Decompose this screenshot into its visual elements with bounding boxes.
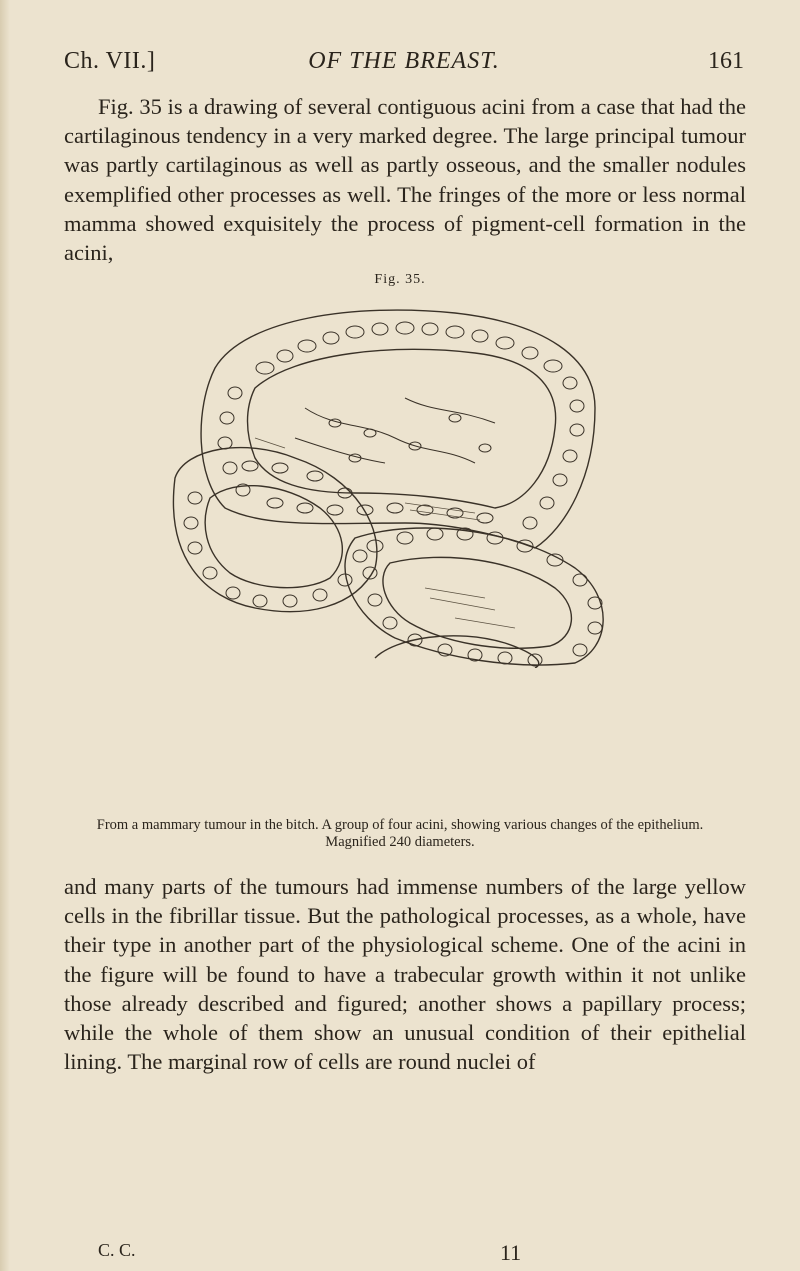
signature-folio: 11 [500, 1240, 522, 1265]
page-number: 161 [708, 48, 744, 74]
running-title: OF THE BREAST. [308, 48, 500, 74]
figure-caption: From a mammary tumour in the bitch. A group of four acini, showing various changes of the epithelium. Magnified 240 diameters. [96, 817, 704, 850]
acini-illustration [155, 298, 625, 668]
body-paragraph-1: Fig. 35 is a drawing of several contiguous acini from a case that had the cartilaginous tendency in a very marked degree. The large principal tumour was partly cartilaginous as well as partly osseous, and the smaller nodules exemplified other processes as well. The fringes of the more or less normal mamma showed exquisitely the process of pigment-cell formation in the acini, [64, 94, 746, 266]
body-paragraph-2: and many parts of the tumours had immense numbers of the large yellow cells in the fibrillar tissue. But the pathological processes, as a whole, have their type in another part of the physiological scheme. One of the acini in the figure will be found to have a trabecular growth within it not unlike those already described and figured; another shows a papillary process; while the whole of them show an unusual condition of their epithelial lining. The marginal row of cells are round nuclei of [64, 874, 746, 1075]
running-head [64, 40, 744, 80]
acini-drawing [155, 298, 625, 668]
printer-signature: C. C. [98, 1240, 136, 1260]
figure-label: Fig. 35. [374, 272, 426, 287]
acinus-lumen [205, 486, 342, 588]
page-edge [0, 0, 10, 1271]
acinus-lumen [248, 349, 556, 508]
chapter-marker: Ch. VII.] [64, 48, 156, 74]
